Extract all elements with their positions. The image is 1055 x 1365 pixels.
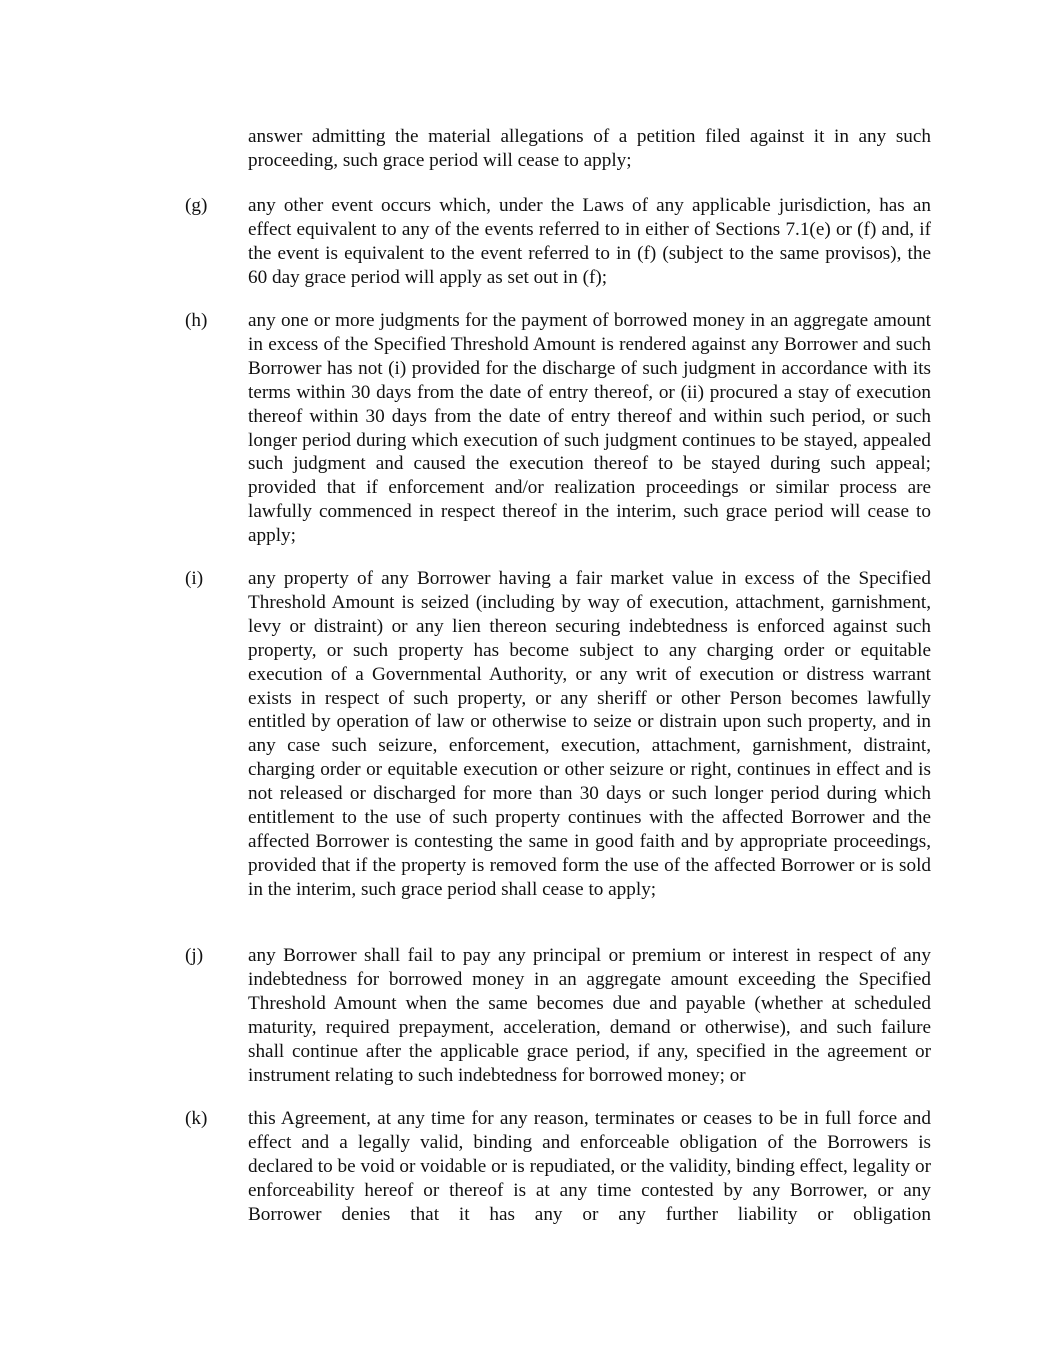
clause-label: (k) [185, 1108, 208, 1129]
clause-i [185, 567, 931, 902]
clause-g [185, 194, 931, 290]
clause-label: (j) [185, 945, 204, 966]
clause-label: (g) [185, 195, 208, 216]
clause-k [185, 1107, 931, 1227]
clause-h [185, 309, 931, 548]
clause-label: (i) [185, 568, 204, 589]
clause-text: any other event occurs which, under the Laws of any applicable jurisdiction, has an effect equivalent to any of the events referred to in either of Sections 7.1(e) or (f) and, if the event is equivalent to the event referred to in (f) (subject to the same provisos), the 60 day grace period will apply as set out in (f); [248, 195, 931, 288]
clause-j [185, 944, 931, 1087]
clause-label: (h) [185, 310, 208, 331]
clause-text: this Agreement, at any time for any reason, terminates or ceases to be in full force and effect and a legally valid, binding and enforceable obligation of the Borrowers is declared to be void or voidable or is repudiated, or the validity, binding effect, legality or enforceability hereof or thereof is at any time contested by any Borrower, or any Borrower denies that it has any or any further liability or obligation [248, 1108, 931, 1225]
clause-text: any property of any Borrower having a fair market value in excess of the Specified Threshold Amount is seized (including by way of execution, attachment, garnishment, levy or distraint) or any lien thereon securing indebtedness is enforced against such property, or such property has become subject to any charging order or equitable execution of a Governmental Authority, or any writ of execution or distress warrant exists in respect of such property, or any sheriff or other Person becomes lawfully entitled by operation of law or otherwise to seize or distrain upon such property, and in any case such seizure, enforcement, execution, attachment, garnishment, distraint, charging order or equitable execution or other seizure or right, continues in effect and is not released or discharged for more than 30 days or such longer period during which entitlement to the use of such property continues with the affected Borrower and the affected Borrower is contesting the same in good faith and by appropriate proceedings, provided that if the property is removed form the use of the affected Borrower or is sold in the interim, such grace period shall cease to apply; [248, 568, 931, 900]
continuation-paragraph: answer admitting the material allegations of a petition filed against it in any such proceeding, such grace period will cease to apply; [248, 126, 931, 171]
clause-text: any one or more judgments for the payment of borrowed money in an aggregate amount in excess of the Specified Threshold Amount is rendered against any Borrower and such Borrower has not (i) provided for the discharge of such judgment in accordance with its terms within 30 days from the date of entry thereof, or (ii) procured a stay of execution thereof within 30 days from the date of entry thereof and within such period, or such longer period during which execution of such judgment continues to be stayed, appealed such judgment and caused the execution thereof to be stayed during such appeal; provided that if enforcement and/or realization proceedings or similar process are lawfully commenced in respect thereof in the interim, such grace period will cease to apply; [248, 310, 931, 547]
clause-text: any Borrower shall fail to pay any principal or premium or interest in respect of any indebtedness for borrowed money in an aggregate amount exceeding the Specified Threshold Amount when the same becomes due and payable (whether at scheduled maturity, required prepayment, acceleration, demand or otherwise), and such failure shall continue after the applicable grace period, if any, specified in the agreement or instrument relating to such indebtedness for borrowed money; or [248, 945, 931, 1086]
